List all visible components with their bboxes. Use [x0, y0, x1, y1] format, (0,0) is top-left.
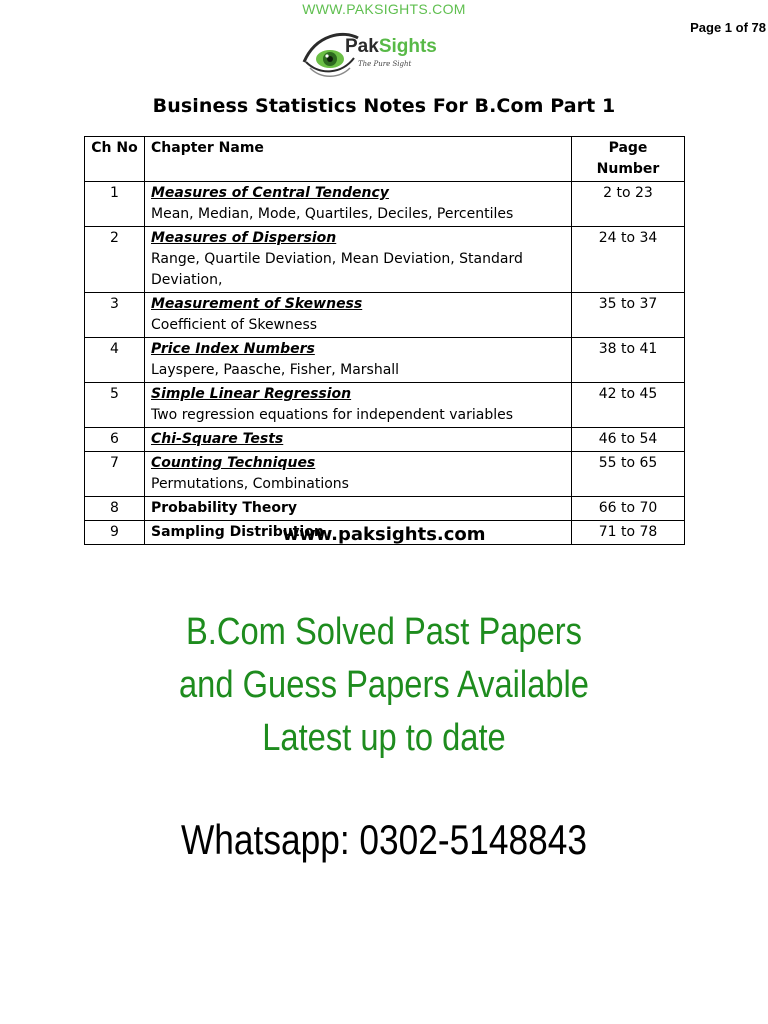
chapter-topics: Two regression equations for independent variables	[151, 407, 514, 423]
chapter-name-cell	[145, 428, 572, 452]
logo-tagline: The Pure Sight	[358, 60, 412, 68]
table-header-row	[85, 137, 685, 182]
page-range: 35 to 37	[572, 293, 685, 338]
page-indicator: Page 1 of 78	[690, 20, 766, 35]
logo-brand-text: PakSights	[345, 36, 437, 57]
chapter-number: 2	[85, 227, 145, 293]
page-range: 24 to 34	[572, 227, 685, 293]
promo-line: Latest up to date	[262, 717, 506, 759]
chapter-number: 5	[85, 383, 145, 428]
chapter-title: Simple Linear Regression	[151, 386, 352, 402]
footer-url: www.paksights.com	[282, 524, 486, 545]
chapter-name-cell	[145, 383, 572, 428]
chapter-topics: Mean, Median, Mode, Quartiles, Deciles, Percentiles	[151, 206, 514, 222]
page-range: 46 to 54	[572, 428, 685, 452]
promo-line: B.Com Solved Past Papers	[186, 611, 582, 653]
chapter-number: 6	[85, 428, 145, 452]
chapter-number: 1	[85, 182, 145, 227]
promo-text	[54, 606, 714, 765]
chapter-name-cell	[145, 227, 572, 293]
header-ch-no: Ch No	[85, 137, 145, 182]
chapter-name-cell	[145, 293, 572, 338]
chapter-title: Counting Techniques	[151, 455, 316, 471]
chapter-title: Probability Theory	[151, 500, 298, 516]
page-range: 71 to 78	[572, 521, 685, 545]
table-row	[85, 383, 685, 428]
chapter-title: Measures of Dispersion	[151, 230, 337, 246]
chapter-topics: Layspere, Paasche, Fisher, Marshall	[151, 362, 400, 378]
table-row	[85, 338, 685, 383]
chapter-topics: Permutations, Combinations	[151, 476, 349, 492]
chapter-number: 9	[85, 521, 145, 545]
page-range: 38 to 41	[572, 338, 685, 383]
table-row	[85, 497, 685, 521]
chapter-number: 4	[85, 338, 145, 383]
page-range: 42 to 45	[572, 383, 685, 428]
chapter-number: 7	[85, 452, 145, 497]
header-chapter-name: Chapter Name	[145, 137, 572, 182]
chapter-name-cell	[145, 182, 572, 227]
chapter-number: 3	[85, 293, 145, 338]
chapter-title: Measurement of Skewness	[151, 296, 363, 312]
table-row	[85, 293, 685, 338]
table-row	[85, 182, 685, 227]
chapter-name-cell	[145, 497, 572, 521]
page-range: 55 to 65	[572, 452, 685, 497]
chapter-number: 8	[85, 497, 145, 521]
chapter-topics: Range, Quartile Deviation, Mean Deviation, Standard Deviation,	[151, 251, 523, 288]
chapter-name-cell	[145, 338, 572, 383]
whatsapp-contact: Whatsapp: 0302-5148843	[180, 816, 588, 863]
table-row	[85, 452, 685, 497]
chapter-title: Chi-Square Tests	[151, 431, 284, 447]
page-range: 2 to 23	[572, 182, 685, 227]
document-title: Business Statistics Notes For B.Com Part 1	[152, 95, 616, 117]
paksights-logo	[300, 28, 437, 80]
chapter-title: Measures of Central Tendency	[151, 185, 389, 201]
site-url-header: WWW.PAKSIGHTS.COM	[302, 1, 466, 17]
chapter-title: Sampling Distribution	[151, 524, 324, 540]
chapter-table-body	[85, 182, 685, 545]
chapter-name-cell	[145, 452, 572, 497]
table-row	[85, 428, 685, 452]
chapter-topics: Coefficient of Skewness	[151, 317, 318, 333]
promo-line: and Guess Papers Available	[178, 664, 589, 706]
chapter-table	[84, 136, 685, 545]
header-page-number: Page Number	[572, 137, 685, 182]
chapter-title: Price Index Numbers	[151, 341, 315, 357]
page-range: 66 to 70	[572, 497, 685, 521]
table-row	[85, 227, 685, 293]
